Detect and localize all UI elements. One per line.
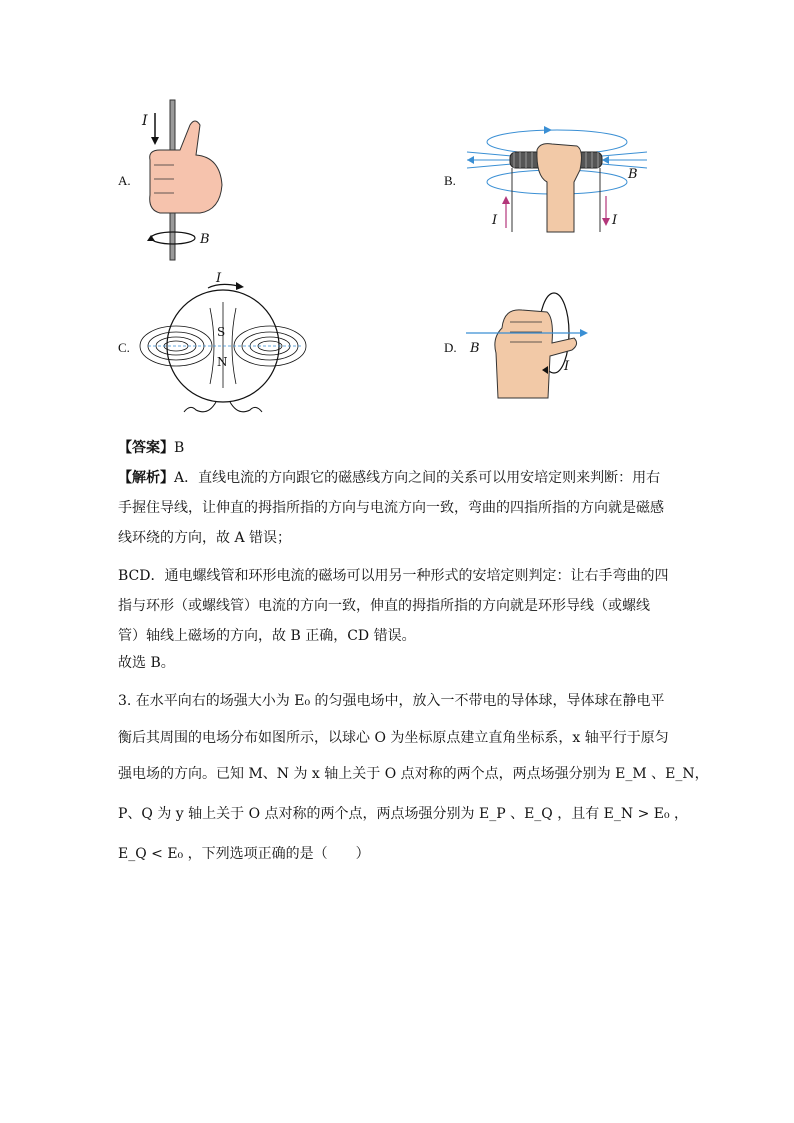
option-c-label: C. bbox=[118, 340, 130, 355]
answer-value: B bbox=[174, 440, 185, 456]
question3-line-5: E_Q < E₀ ，下列选项正确的是（ ） bbox=[118, 846, 370, 862]
figure-d-ring-current bbox=[462, 288, 597, 403]
analysis-line-4: BCD．通电螺线管和环形电流的磁场可以用另一种形式的安培定则判定：让右手弯曲的四 bbox=[118, 568, 669, 584]
option-a-label: A. bbox=[118, 173, 131, 188]
figure-c-loop-field bbox=[138, 268, 318, 423]
figure-c-pole-s: S bbox=[217, 325, 226, 339]
analysis-tag: 【解析】 bbox=[118, 470, 174, 486]
figure-c-current-label: I bbox=[216, 271, 222, 286]
option-d-label: D. bbox=[444, 340, 457, 355]
question3-line-2: 衡后其周围的电场分布如图所示，以球心 O 为坐标原点建立直角坐标系，x 轴平行于原匀 bbox=[118, 730, 669, 746]
analysis-line-2: 手握住导线，让伸直的拇指所指的方向与电流方向一致，弯曲的四指所指的方向就是磁感 bbox=[118, 500, 664, 516]
figure-b-current-right: I bbox=[612, 213, 618, 228]
analysis-line-6: 管）轴线上磁场的方向，故 B 正确，CD 错误。 bbox=[118, 628, 416, 644]
analysis-conclusion: 故选 B。 bbox=[118, 655, 175, 671]
figure-d-field-label: B bbox=[470, 341, 480, 356]
question3-line-1: 3. 在水平向右的场强大小为 E₀ 的匀强电场中，放入一不带电的导体球，导体球在静电平 bbox=[118, 693, 665, 709]
figure-d-current-label: I bbox=[564, 359, 570, 374]
figure-c-pole-n: N bbox=[217, 355, 228, 369]
figure-b-field-label: B bbox=[628, 167, 638, 182]
option-b-label: B. bbox=[444, 173, 456, 188]
answer-line bbox=[118, 437, 184, 457]
answer-tag: 【答案】 bbox=[118, 440, 174, 456]
figure-a-straight-wire bbox=[140, 95, 230, 265]
figure-a-current-label: I bbox=[142, 113, 148, 129]
analysis-line-1 bbox=[118, 467, 660, 487]
figure-b-current-left: I bbox=[492, 213, 498, 228]
question3-line-4: P、Q 为 y 轴上关于 O 点对称的两个点，两点场强分别为 E_P 、E_Q ，且有 E_N > E₀ ， bbox=[118, 806, 689, 822]
figure-b-solenoid bbox=[462, 120, 652, 240]
analysis-line-5: 指与环形（或螺线管）电流的方向一致，伸直的拇指所指的方向就是环形导线（或螺线 bbox=[118, 598, 650, 614]
question3-line-3: 强电场的方向。已知 M、N 为 x 轴上关于 O 点对称的两个点，两点场强分别为 E_M 、E_N， bbox=[118, 766, 709, 782]
analysis-text-1: A．直线电流的方向跟它的磁感线方向之间的关系可以用安培定则来判断：用右 bbox=[174, 470, 661, 486]
analysis-line-3: 线环绕的方向，故 A 错误； bbox=[118, 530, 292, 546]
figure-a-field-label: B bbox=[200, 232, 210, 247]
